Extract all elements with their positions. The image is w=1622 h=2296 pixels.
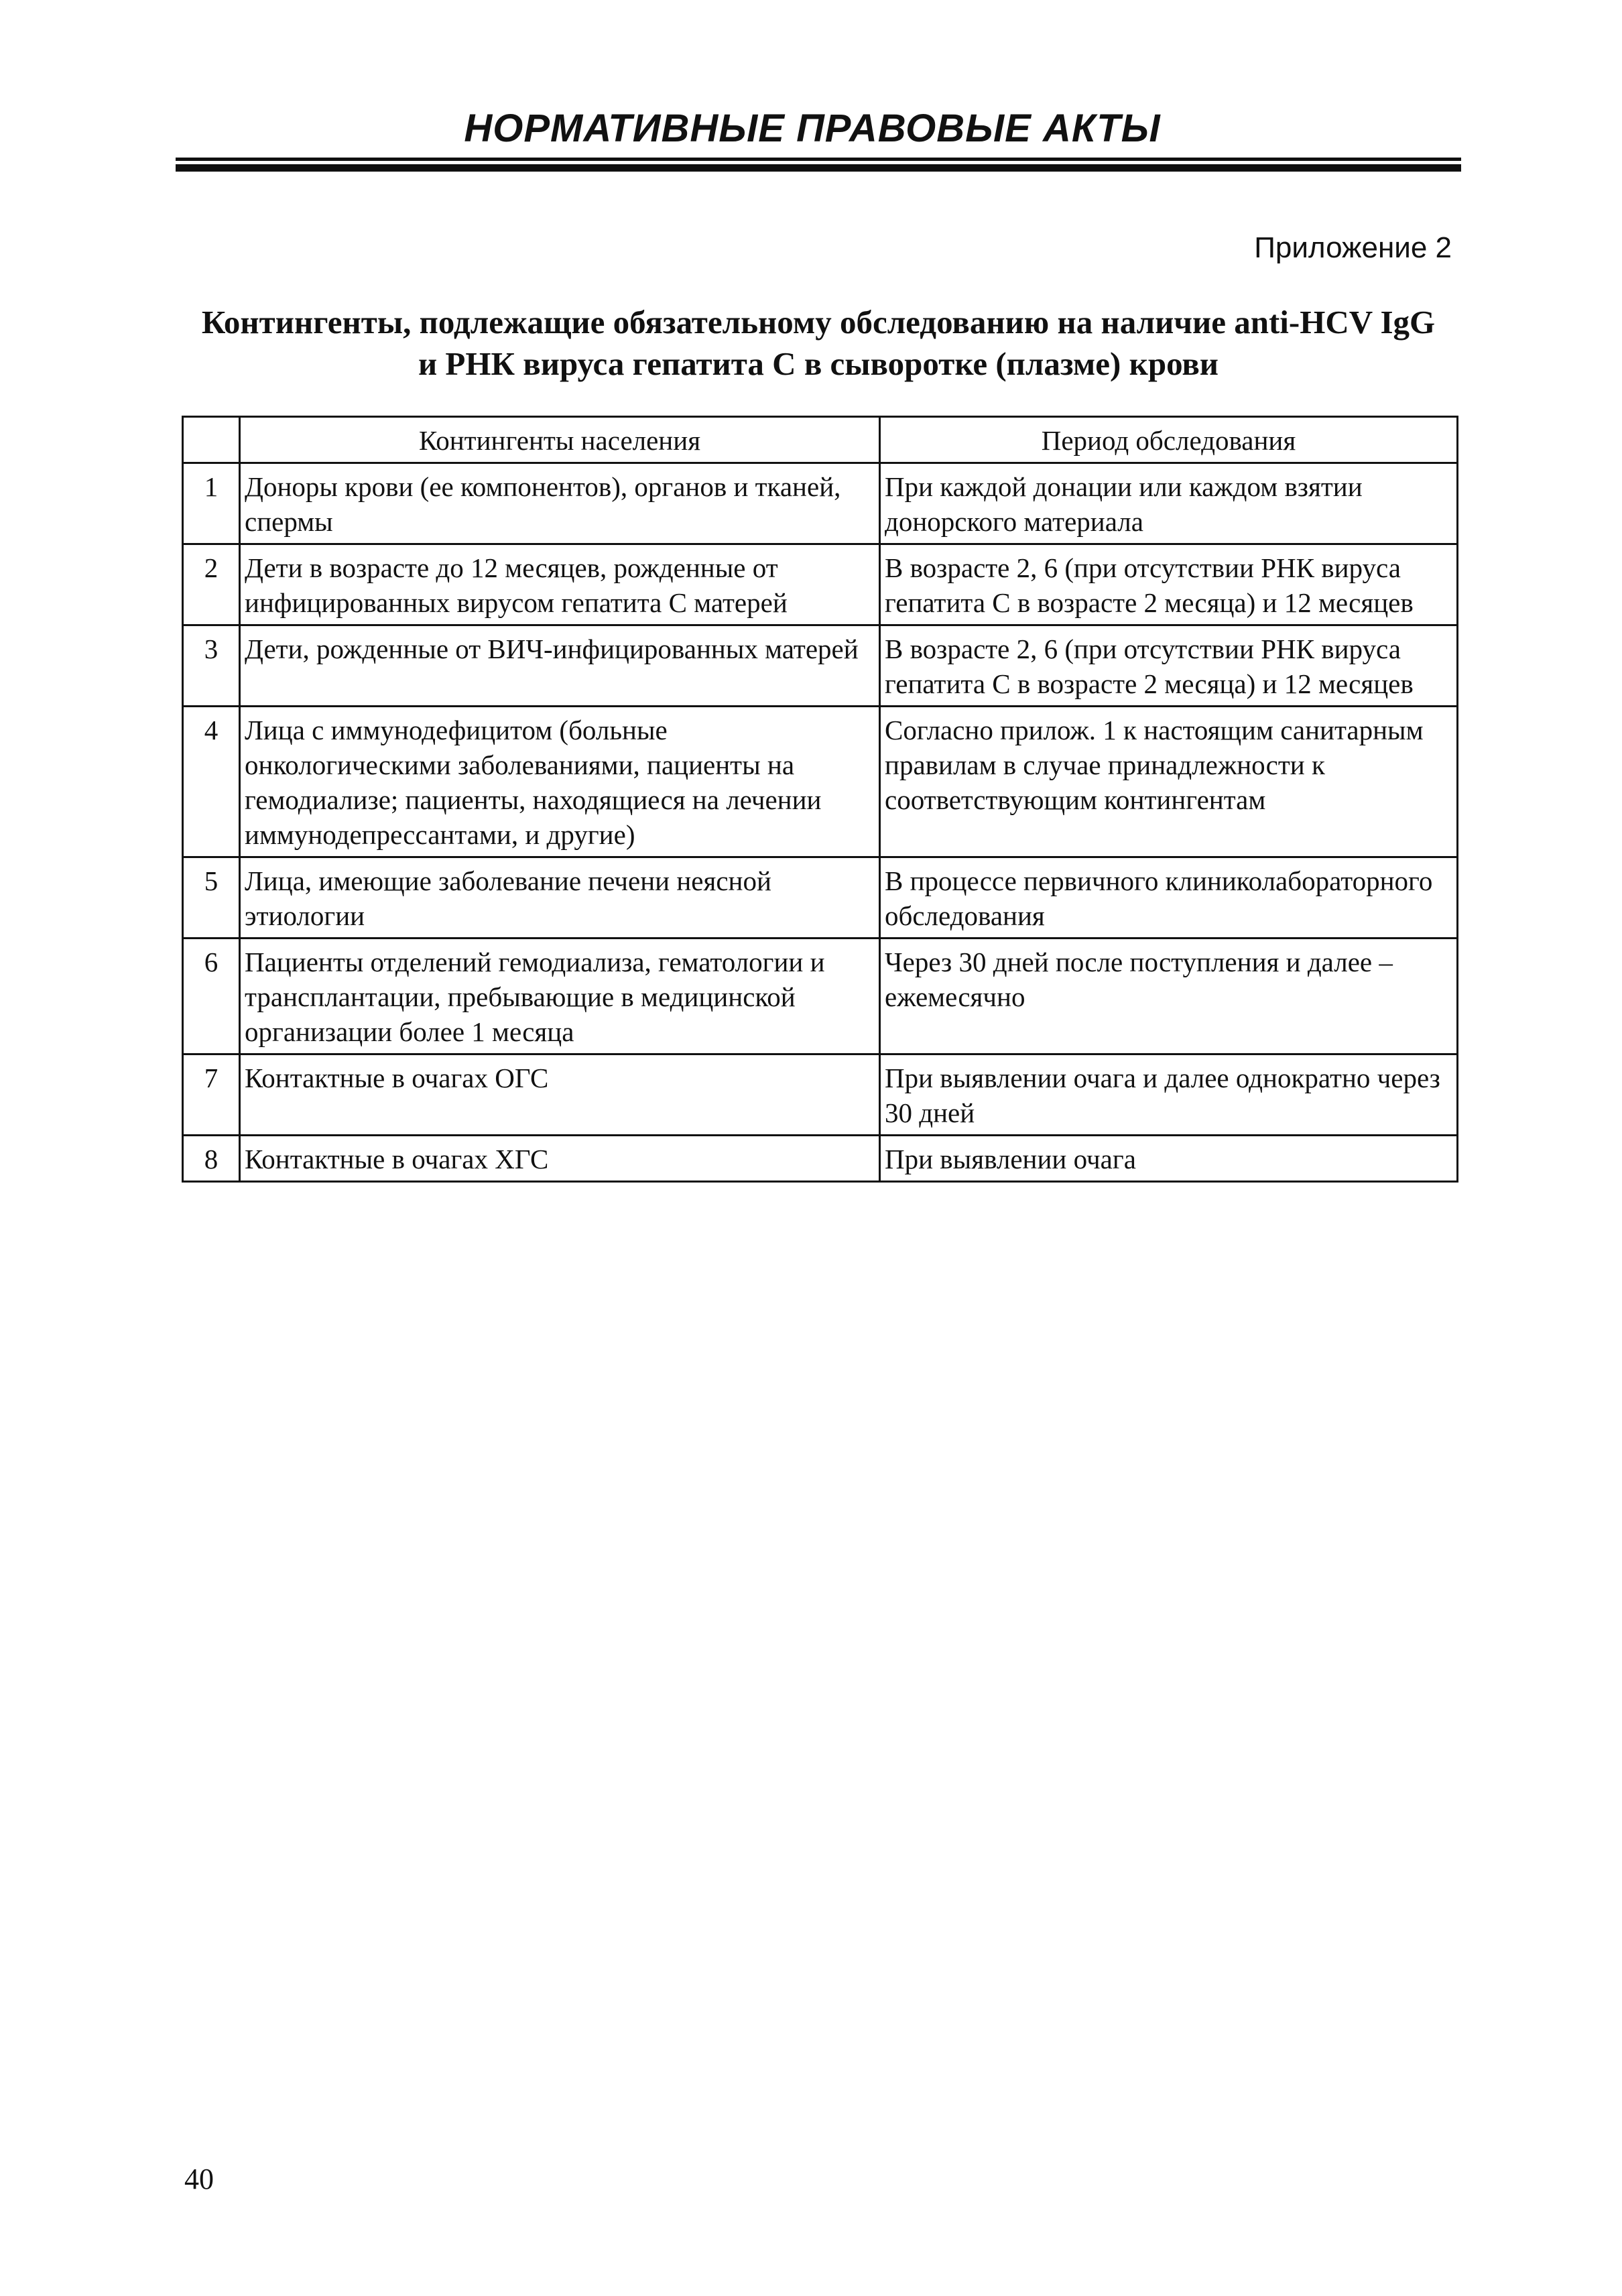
row-period: В возрасте 2, 6 (при отсутствии РНК вируса гепатита С в возрасте 2 месяца) и 12 месяцев bbox=[880, 625, 1458, 707]
row-number: 2 bbox=[183, 544, 240, 625]
row-contingent: Контактные в очагах ХГС bbox=[240, 1136, 880, 1182]
row-period: Согласно прилож. 1 к настоящим санитарным правилам в случае принадлежности к соответствующим контингентам bbox=[880, 707, 1458, 857]
row-contingent: Контактные в очагах ОГС bbox=[240, 1054, 880, 1136]
appendix-label: Приложение 2 bbox=[1254, 231, 1452, 264]
header-rule-thin bbox=[176, 158, 1461, 161]
row-period: При каждой донации или каждом взятии донорского материала bbox=[880, 463, 1458, 544]
running-header-title: НОРМАТИВНЫЕ ПРАВОВЫЕ АКТЫ bbox=[464, 107, 1161, 150]
row-contingent: Дети, рожденные от ВИЧ-инфицированных матерей bbox=[240, 625, 880, 707]
row-contingent: Дети в возрасте до 12 месяцев, рожденные от инфицированных вирусом гепатита С матерей bbox=[240, 544, 880, 625]
table-row bbox=[183, 625, 1458, 707]
row-contingent: Пациенты отделений гемодиализа, гематологии и трансплантации, пребывающие в медицинской организации более 1 месяца bbox=[240, 939, 880, 1054]
row-number: 3 bbox=[183, 625, 240, 707]
table-row bbox=[183, 463, 1458, 544]
row-contingent: Доноры крови (ее компонентов), органов и тканей, спермы bbox=[240, 463, 880, 544]
table-row bbox=[183, 1136, 1458, 1182]
table-row bbox=[183, 1054, 1458, 1136]
row-number: 1 bbox=[183, 463, 240, 544]
document-title bbox=[176, 302, 1461, 385]
row-period: Через 30 дней после поступления и далее – ежемесячно bbox=[880, 939, 1458, 1054]
page-number: 40 bbox=[184, 2163, 214, 2195]
row-period: При выявлении очага и далее однократно через 30 дней bbox=[880, 1054, 1458, 1136]
table-row bbox=[183, 857, 1458, 939]
header-rule-thick bbox=[176, 164, 1461, 172]
table-row bbox=[183, 544, 1458, 625]
row-number: 5 bbox=[183, 857, 240, 939]
row-period: В возрасте 2, 6 (при отсутствии РНК вируса гепатита С в возрасте 2 месяца) и 12 месяцев bbox=[880, 544, 1458, 625]
row-number: 7 bbox=[183, 1054, 240, 1136]
table-row bbox=[183, 939, 1458, 1054]
row-number: 6 bbox=[183, 939, 240, 1054]
row-contingent: Лица, имеющие заболевание печени неясной этиологии bbox=[240, 857, 880, 939]
contingents-table bbox=[182, 416, 1458, 1183]
column-header-number bbox=[183, 417, 240, 463]
table-row bbox=[183, 707, 1458, 857]
row-period: В процессе первичного клиниколабораторного обследования bbox=[880, 857, 1458, 939]
table-header-row bbox=[183, 417, 1458, 463]
document-title-line-1: Контингенты, подлежащие обязательному обследованию на наличие anti-HCV IgG bbox=[201, 304, 1436, 341]
column-header-period: Период обследования bbox=[880, 417, 1458, 463]
row-number: 4 bbox=[183, 707, 240, 857]
column-header-contingent: Контингенты населения bbox=[240, 417, 880, 463]
document-title-line-2: и РНК вируса гепатита С в сыворотке (плазме) крови bbox=[418, 345, 1219, 382]
row-contingent: Лица с иммунодефицитом (больные онкологическими заболеваниями, пациенты на гемодиализе; пациенты, находящиеся на лечении иммунодепрессантами, и другие) bbox=[240, 707, 880, 857]
row-period: При выявлении очага bbox=[880, 1136, 1458, 1182]
row-number: 8 bbox=[183, 1136, 240, 1182]
